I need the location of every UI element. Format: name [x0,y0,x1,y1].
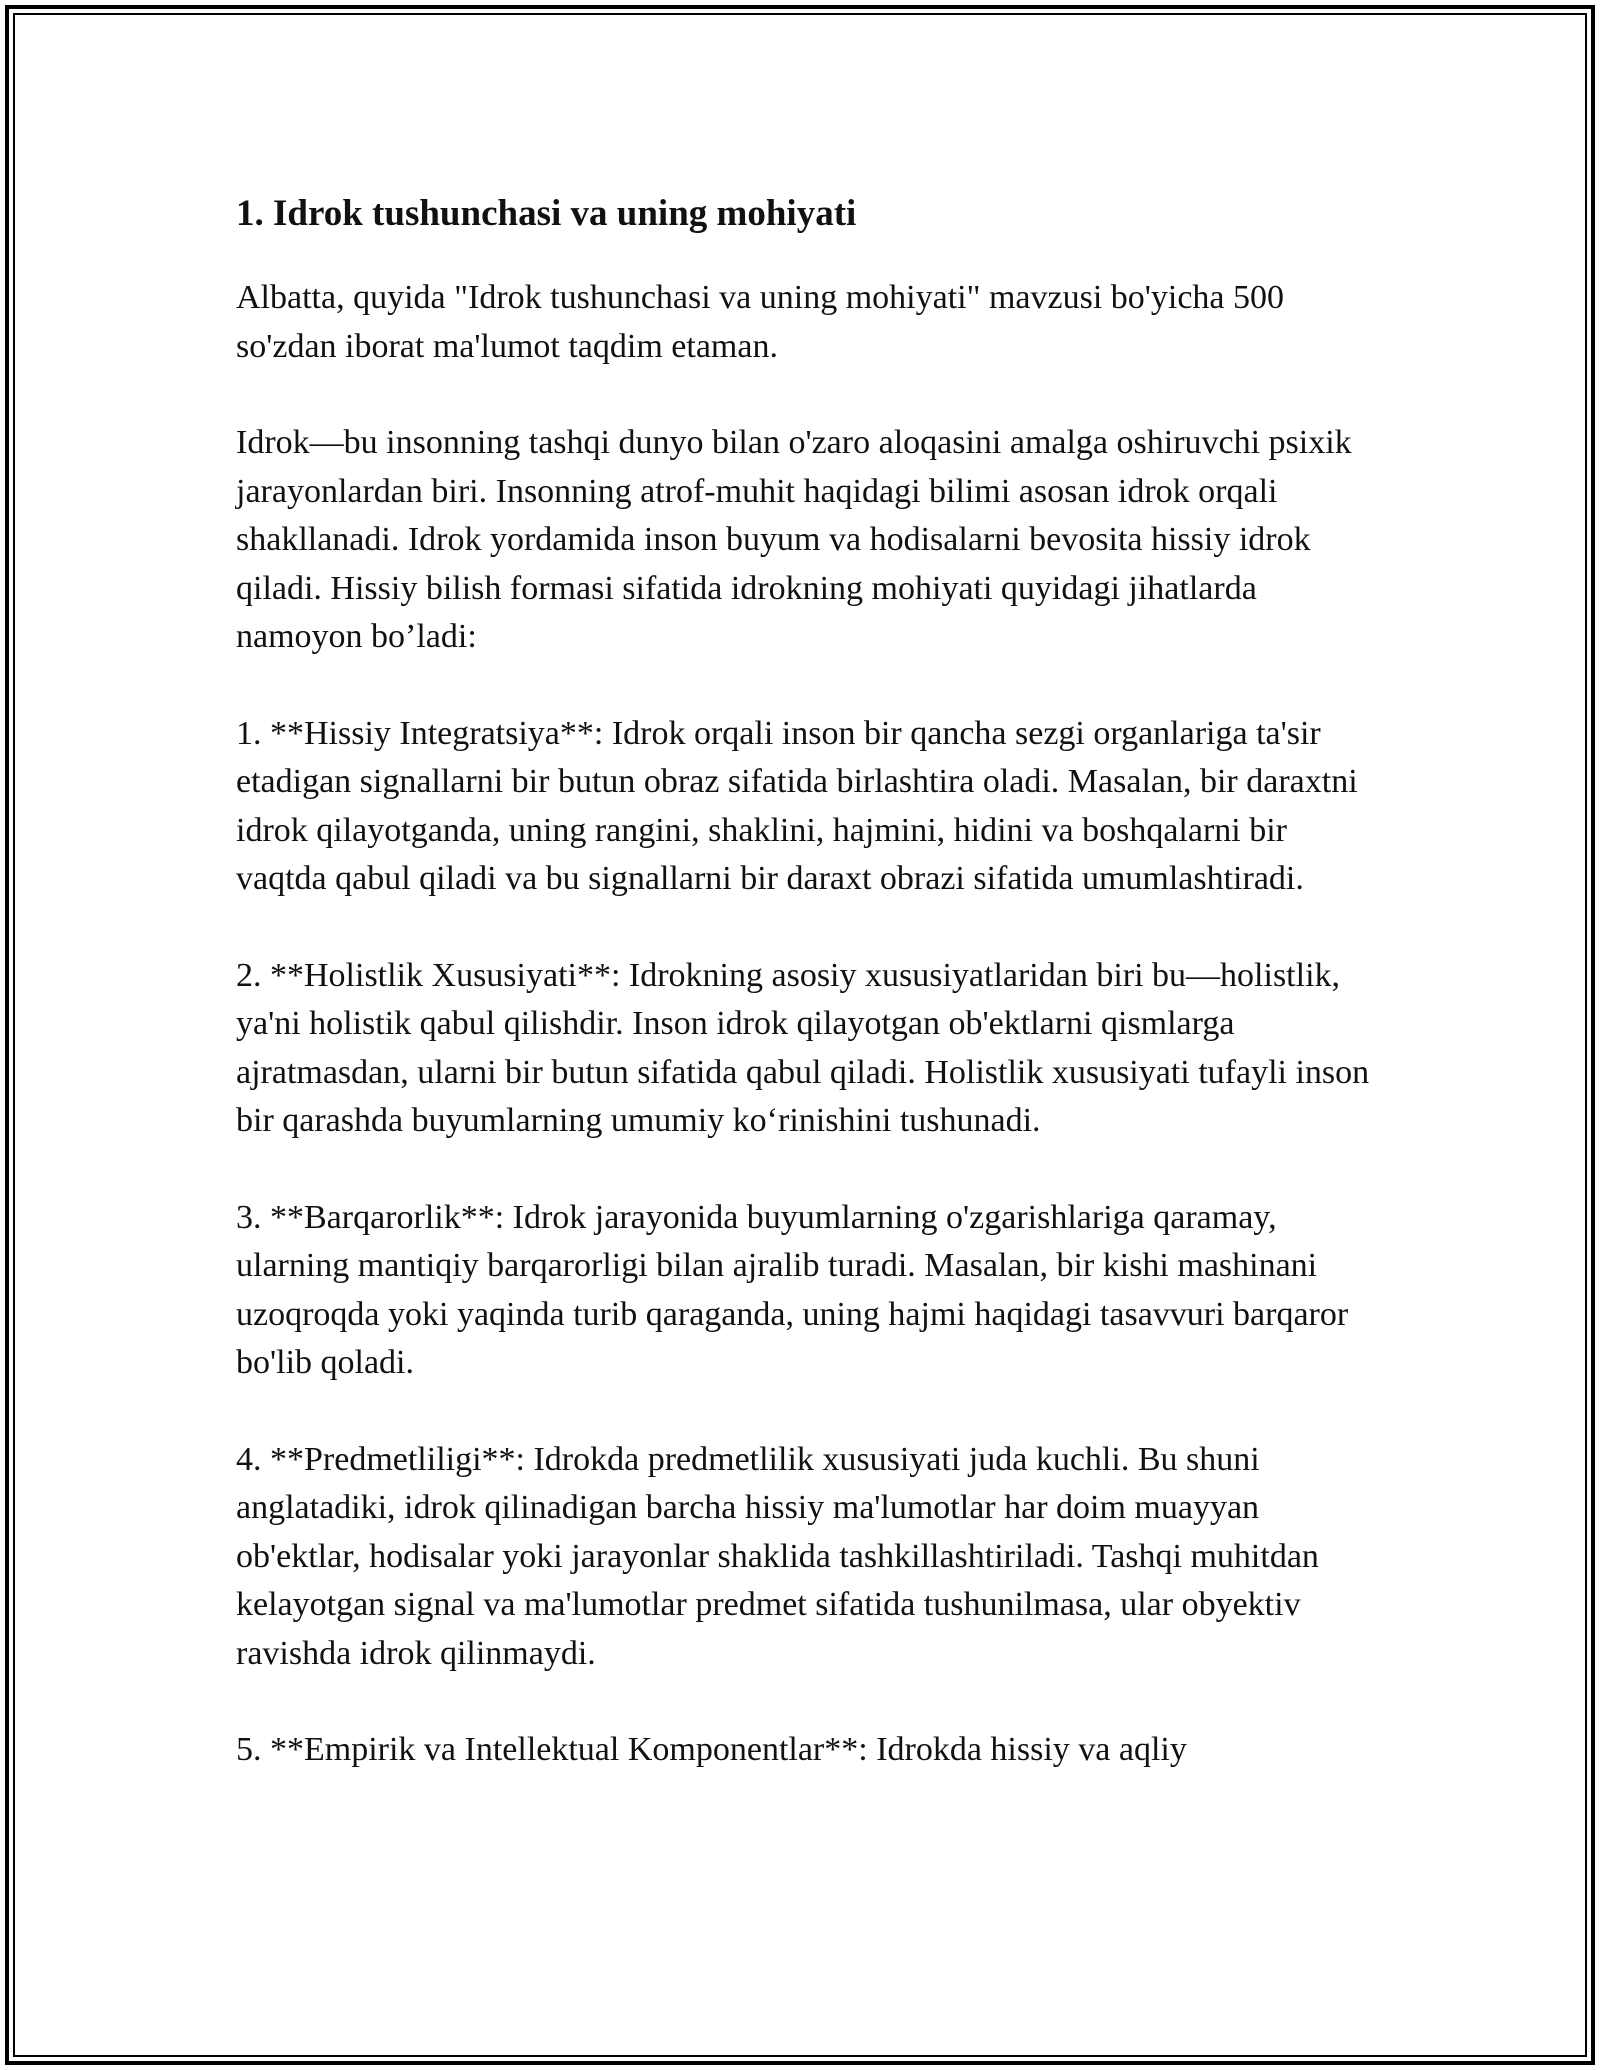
definition-paragraph: Idrok—bu insonning tashqi dunyo bilan o'zaro aloqasini amalga oshiruvchi psixik jarayonlardan biri. Insonning atrof-muhit haqidagi bilimi asosan idrok orqali shakllanadi. Idrok yordamida inson buyum va hodisalarni bevosita hissiy idrok qiladi. Hissiy bilish formasi sifatida idrokning mohiyati quyidagi jihatlarda namoyon bo’ladi: [236,424,1352,655]
document-body [236,186,1386,1823]
intro-paragraph: Albatta, quyida "Idrok tushunchasi va uning mohiyati" mavzusi bo'yicha 500 so'zdan iborat ma'lumot taqdim etaman. [236,279,1285,365]
list-item-empirik: 5. **Empirik va Intellektual Komponentlar**: Idrokda hissiy va aqliy [236,1731,1187,1768]
list-item-barqarorlik: 3. **Barqarorlik**: Idrok jarayonida buyumlarning o'zgarishlariga qaramay, ularning mantiqiy barqarorligi bilan ajralib turadi. Masalan, bir kishi mashinani uzoqroqda yoki yaqinda turib qaraganda, uning hajmi haqidagi tasavvuri barqaror bo'lib qoladi. [236,1198,1349,1381]
list-item-predmetliligi: 4. **Predmetliligi**: Idrokda predmetlilik xususiyati juda kuchli. Bu shuni anglatadiki, idrok qilinadigan barcha hissiy ma'lumotlar har doim muayyan ob'ektlar, hodisalar yoki jarayonlar shaklida tashkillashtiriladi. Tashqi muhitdan kelayotgan signal va ma'lumotlar predmet sifatida tushunilmasa, ular obyektiv ravishda idrok qilinmaydi. [236,1440,1319,1672]
list-item-holistlik: 2. **Holistlik Xususiyati**: Idrokning asosiy xususiyatlaridan biri bu—holistlik, ya'ni holistik qabul qilishdir. Inson idrok qilayotgan ob'ektlarni qismlarga ajratmasdan, ularni bir butun sifatida qabul qiladi. Holistlik xususiyati tufayli inson bir qarashda buyumlarning umumiy ko‘rinishini tushunadi. [236,956,1370,1139]
list-item-hissiy-integratsiya: 1. **Hissiy Integratsiya**: Idrok orqali inson bir qancha sezgi organlariga ta'sir etadigan signallarni bir butun obraz sifatida birlashtira oladi. Masalan, bir daraxtni idrok qilayotganda, uning rangini, shaklini, hajmini, hidini va boshqalarni bir vaqtda qabul qiladi va bu signallarni bir daraxt obrazi sifatida umumlashtiradi. [236,714,1358,897]
document-title: 1. Idrok tushunchasi va uning mohiyati [236,193,857,234]
